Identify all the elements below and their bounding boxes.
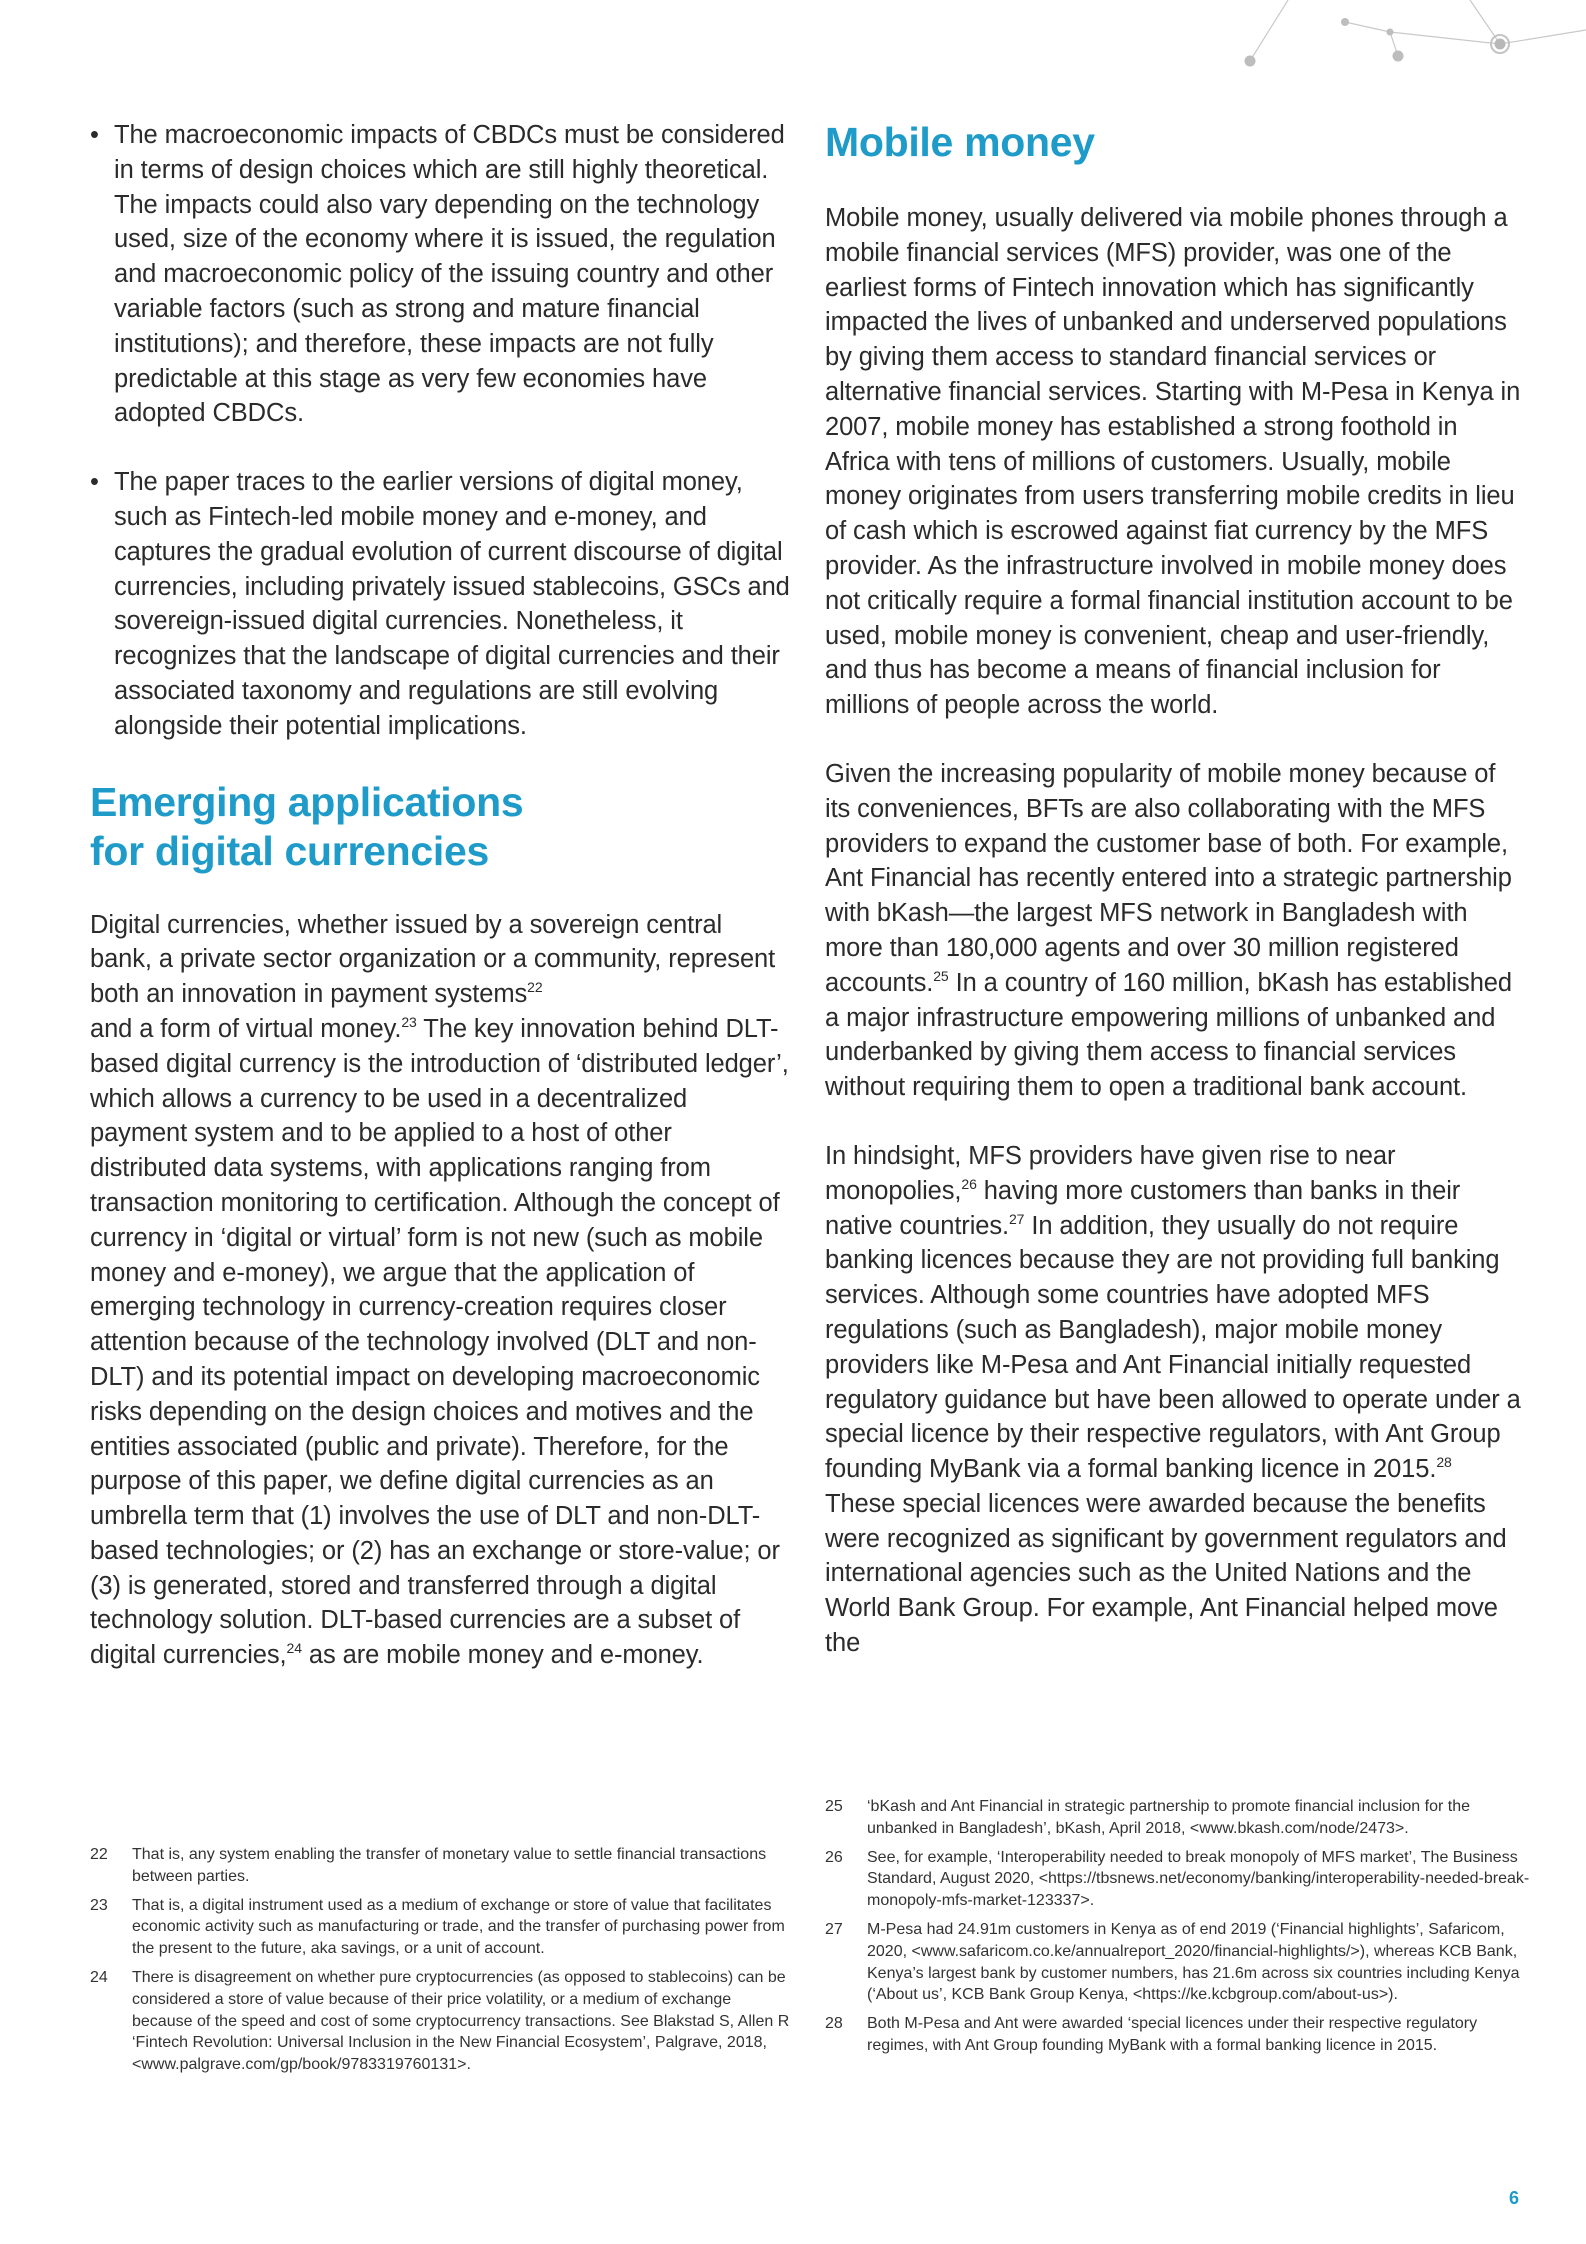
right-column bbox=[825, 118, 1525, 1661]
footnote bbox=[90, 1895, 790, 1960]
footnote bbox=[90, 1967, 790, 2076]
footnote-ref[interactable]: 27 bbox=[1009, 1210, 1025, 1227]
section-heading-emerging-applications bbox=[90, 778, 790, 876]
text-run: Digital currencies, whether issued by a sovereign central bank, a private sector organization or a community, represent both an innovation in payment systems bbox=[90, 910, 776, 1009]
text-run: In addition, they usually do not require banking licences because they are not providing full banking services. Although some countries have adopted MFS regulations (such as Bangladesh), major mobile money providers like M-Pesa and Ant Financial initially requested regulatory guidance but have been allowed to operate under a special licence by their respective regulators, with Ant Group founding MyBank via a formal banking licence in 2015. bbox=[825, 1211, 1521, 1484]
heading-line: for digital currencies bbox=[90, 827, 489, 874]
bullet-list bbox=[90, 118, 790, 744]
text-run: In a country of 160 million, bKash has established a major infrastructure empowering millions of unbanked and underbanked by giving them access to financial services without requiring them to open a traditional bank account. bbox=[825, 968, 1512, 1102]
footnote-text: M-Pesa had 24.91m customers in Kenya as of end 2019 (‘Financial highlights’, Safaricom, 2020, <www.safaricom.co.ke/annualreport_2020/financial-highlights/>), whereas KCB Bank, Kenya’s largest bank by customer numbers, has 21.6m across six countries including Kenya (‘About us’, KCB Bank Group Kenya, <https://ke.kcbgroup.com/about-us>). bbox=[867, 1920, 1520, 2004]
footnote-ref[interactable]: 26 bbox=[961, 1175, 977, 1192]
footnote-text: There is disagreement on whether pure cryptocurrencies (as opposed to stablecoins) can be considered a store of value because of their price volatility, or a medium of exchange because of the speed and cost of some cryptocurrency transactions. See Blakstad S, Allen R ‘Fintech Revolution: Universal Inclusion in the New Financial Ecosystem’, Palgrave, 2018, <www.palgrave.com/gp/book/9783319760131>. bbox=[132, 1968, 790, 2074]
footnote bbox=[825, 1847, 1530, 1912]
network-graphic bbox=[1220, 0, 1586, 80]
footnote-text: See, for example, ‘Interoperability needed to break monopoly of MFS market’, The Business Standard, August 2020, <https://tbsnews.net/economy/banking/interoperability-needed-break-monopoly-mfs-market-123337>. bbox=[867, 1848, 1530, 1910]
footnote-text: Both M-Pesa and Ant were awarded ‘special licences under their respective regulatory regimes, with Ant Group founding MyBank with a formal banking licence in 2015. bbox=[867, 2015, 1478, 2054]
footnote-ref[interactable]: 25 bbox=[933, 967, 949, 984]
footnote-ref[interactable]: 24 bbox=[286, 1640, 302, 1657]
footnote-text: That is, a digital instrument used as a medium of exchange or store of value that facilitates economic activity such as manufacturing or trade, and the transfer of purchasing power from the present to the future, aka savings, or a unit of account. bbox=[132, 1896, 785, 1958]
footnote-ref[interactable]: 28 bbox=[1436, 1454, 1452, 1471]
text-run: Given the increasing popularity of mobile money because of its conveniences, BFTs are also collaborating with the MFS providers to expand the customer base of both. For example, Ant Financial has recently entered into a strategic partnership with bKash—the largest MFS network in Bangladesh with more than 180,000 agents and over 30 million registered accounts. bbox=[825, 759, 1512, 997]
body-paragraph: Mobile money, usually delivered via mobile phones through a mobile financial services (MFS) provider, was one of the earliest forms of Fintech innovation which has significantly impacted the lives of unbanked and underserved populations by giving them access to standard financial services or alternative financial services. Starting with M-Pesa in Kenya in 2007, mobile money has established a strong foothold in Africa with tens of millions of customers. Usually, mobile money originates from users transferring mobile credits in lieu of cash which is escrowed against fiat currency by the MFS provider. As the infrastructure involved in mobile money does not critically require a formal financial institution account to be used, mobile money is convenient, cheap and user-friendly, and thus has become a means of financial inclusion for millions of people across the world. bbox=[825, 204, 1521, 720]
body-paragraph bbox=[90, 908, 790, 1674]
text-run: The key innovation behind DLT-based digital currency is the introduction of ‘distributed ledger’, which allows a currency to be used in a decentralized payment system and to be applied to a host of other distributed data systems, with applications ranging from transaction monitoring to certification. Although the concept of currency in ‘digital or virtual’ form is not new (such as mobile money and e-money), we argue that the application of emerging technology in currency-creation requires closer attention because of the technology involved (DLT and non-DLT) and its potential impact on developing macroeconomic risks depending on the design choices and motives and the entities associated (public and private). Therefore, for the purpose of this paper, we define digital currencies as an umbrella term that (1) involves the use of DLT and non-DLT-based technologies; or (2) has an exchange or store-value; or (3) is generated, stored and transferred through a digital technology solution. DLT-based currencies are a subset of digital currencies, bbox=[90, 1014, 789, 1670]
footnote-number: 27 bbox=[825, 1920, 843, 1938]
text-run: as are mobile money and e-money. bbox=[301, 1641, 704, 1670]
text-run: In hindsight, MFS providers have given rise to near monopolies, bbox=[825, 1141, 1396, 1205]
text-run: These special licences were awarded because the benefits were recognized as significant by government regulators and international agencies such as the United Nations and the World Bank Group. For example, Ant Financial helped move the bbox=[825, 1489, 1507, 1658]
footnotes-right bbox=[825, 1796, 1530, 2064]
heading-line: Emerging applications bbox=[90, 778, 524, 825]
bullet-item: • The macroeconomic impacts of CBDCs must be considered in terms of design choices which are still highly theoretical. The impacts could also vary depending on the technology used, size of the economy where it is issued, the regulation and macroeconomic policy of the issuing country and other variable factors (such as strong and mature financial institutions); and therefore, these impacts are not fully predictable at this stage as very few economies have adopted CBDCs. bbox=[90, 118, 790, 431]
footnote-ref[interactable]: 22 bbox=[527, 979, 543, 996]
bullet-item: • The paper traces to the earlier versions of digital money, such as Fintech-led mobile money and e-money, and captures the gradual evolution of current discourse of digital currencies, including privately issued stablecoins, GSCs and sovereign-issued digital currencies. Nonetheless, it recognizes that the landscape of digital currencies and their associated taxonomy and regulations are still evolving alongside their potential implications. bbox=[90, 465, 790, 743]
section-heading-mobile-money: Mobile money bbox=[825, 119, 1095, 165]
footnote-text: ‘bKash and Ant Financial in strategic partnership to promote financial inclusion for the unbanked in Bangladesh’, bKash, April 2018, <www.bkash.com/node/2473>. bbox=[867, 1798, 1471, 1837]
footnote-text: That is, any system enabling the transfer of monetary value to settle financial transactions between parties. bbox=[132, 1846, 767, 1885]
page-number: 6 bbox=[1508, 2188, 1519, 2208]
footnote bbox=[825, 2013, 1530, 2057]
footnote-number: 23 bbox=[90, 1896, 108, 1914]
footnote-number: 26 bbox=[825, 1848, 843, 1866]
footnote-number: 28 bbox=[825, 2015, 843, 2033]
body-paragraph bbox=[825, 757, 1525, 1105]
footnote bbox=[90, 1844, 790, 1888]
footnote bbox=[825, 1796, 1530, 1840]
text-run: having more customers than banks in their native countries. bbox=[825, 1176, 1461, 1240]
left-column bbox=[90, 118, 790, 1673]
footnote-number: 22 bbox=[90, 1846, 108, 1863]
body-paragraph bbox=[825, 1139, 1525, 1661]
footnotes-left bbox=[90, 1844, 790, 2083]
footnote-ref[interactable]: 23 bbox=[401, 1013, 417, 1030]
footnote-number: 25 bbox=[825, 1798, 843, 1815]
text-run: and a form of virtual money. bbox=[90, 1014, 402, 1043]
footnote-number: 24 bbox=[90, 1968, 108, 1986]
footnote bbox=[825, 1919, 1530, 2006]
